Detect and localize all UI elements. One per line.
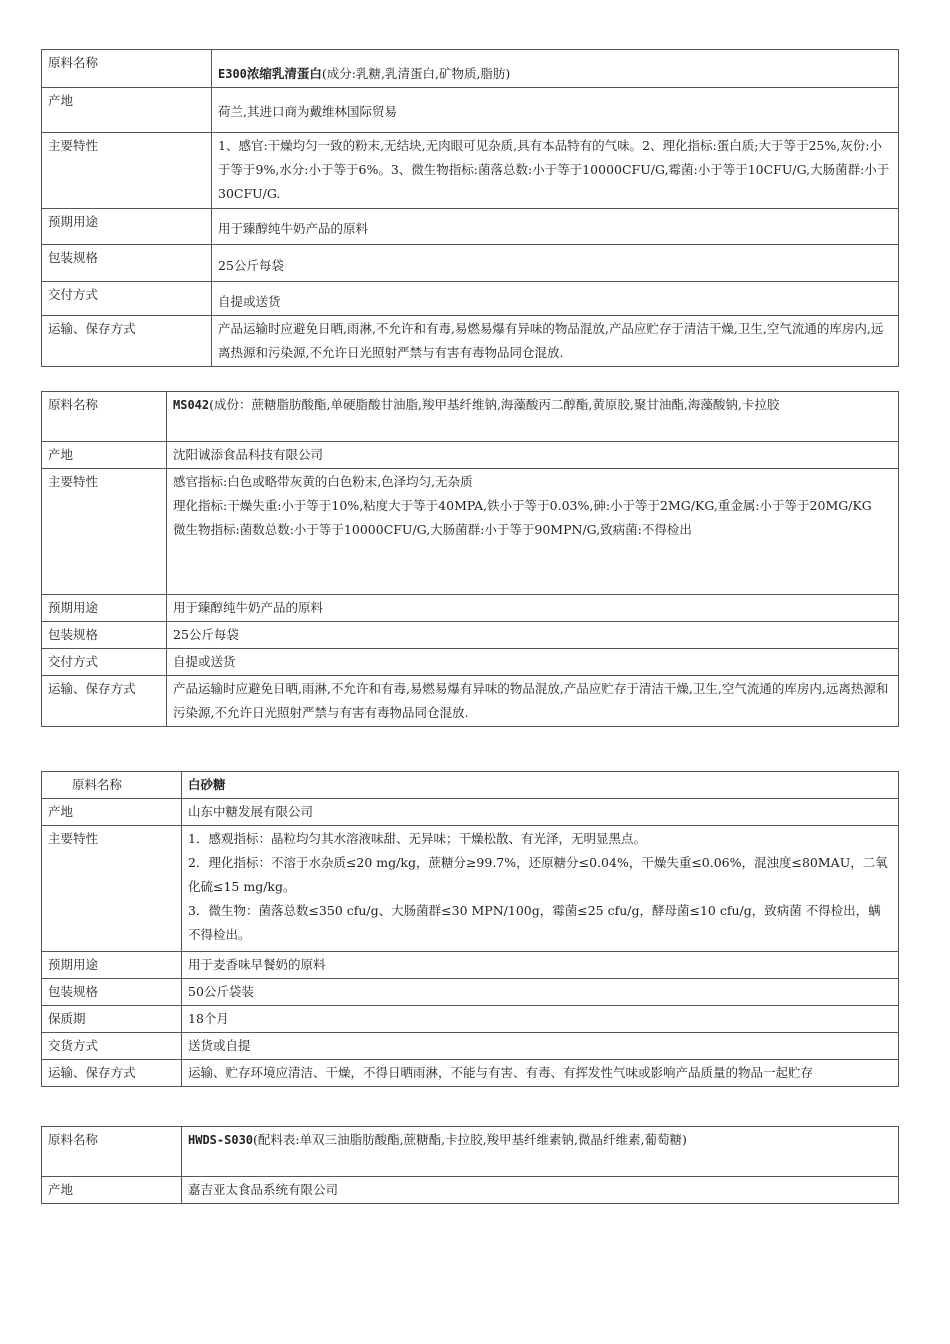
- transport-value: 产品运输时应避免日晒,雨淋,不允许和有毒,易燃易爆有异味的物品混放,产品应贮存于清洁干燥,卫生,空气流通的库房内,远离热源和污染源,不允许日光照射严禁与有害有毒物品同仓混放.: [212, 316, 899, 367]
- table-row: [42, 952, 899, 979]
- row-label: 交货方式: [42, 1033, 182, 1060]
- row-label: 原料名称: [42, 772, 182, 799]
- table-row: [42, 1060, 899, 1087]
- table-row: [42, 316, 899, 367]
- table-row: [42, 133, 899, 209]
- row-label: 交付方式: [42, 649, 167, 676]
- props-micro: 微生物指标:菌数总数:小于等于10000CFU/G,大肠菌群:小于等于90MPN/G,致病菌:不得检出: [173, 522, 692, 537]
- row-label: 原料名称: [42, 50, 212, 88]
- row-label: 包装规格: [42, 979, 182, 1006]
- props-micro: 3．微生物：菌落总数≤350 cfu/g、大肠菌群≤30 MPN/100g，霉菌≤25 cfu/g，酵母菌≤10 cfu/g，致病菌 不得检出，螨 不得检出。: [188, 903, 881, 942]
- use-value: 用于臻醇纯牛奶产品的原料: [212, 209, 899, 245]
- spec-table-1: [41, 49, 899, 367]
- material-name: [182, 1127, 899, 1177]
- origin-value: 荷兰,其进口商为戴维林国际贸易: [212, 88, 899, 133]
- table-row: [42, 595, 899, 622]
- row-label: 产地: [42, 1177, 182, 1204]
- row-label: 包装规格: [42, 245, 212, 282]
- table-row: [42, 1006, 899, 1033]
- use-value: 用于臻醇纯牛奶产品的原料: [167, 595, 899, 622]
- delivery-value: 送货或自提: [182, 1033, 899, 1060]
- table-row: [42, 1033, 899, 1060]
- origin-value: 沈阳诚添食品科技有限公司: [167, 442, 899, 469]
- table-row: [42, 442, 899, 469]
- table-row: [42, 799, 899, 826]
- row-label: 预期用途: [42, 209, 212, 245]
- table-row: [42, 1127, 899, 1177]
- row-label: 原料名称: [42, 392, 167, 442]
- spec-table-3: [41, 771, 899, 1087]
- props-value: 1、感官:干燥均匀一致的粉末,无结块,无肉眼可见杂质,具有本品特有的气味。2、理化指标:蛋白质;大于等于25%,灰份:小于等于9%,水分:小于等于6%。3、微生物指标:菌落总数:小于等于10000CFU/G,霉菌:小于等于10CFU/G,大肠菌群:小于30CFU/G.: [212, 133, 899, 209]
- row-label: 产地: [42, 88, 212, 133]
- origin-value: 嘉吉亚太食品系统有限公司: [182, 1177, 899, 1204]
- row-label: 原料名称: [42, 1127, 182, 1177]
- row-label: 交付方式: [42, 282, 212, 316]
- transport-value: 产品运输时应避免日晒,雨淋,不允许和有毒,易燃易爆有异味的物品混放,产品应贮存于清洁干燥,卫生,空气流通的库房内,远离热源和污染源,不允许日光照射严禁与有害有毒物品同仓混放.: [167, 676, 899, 727]
- row-label: 预期用途: [42, 952, 182, 979]
- pack-value: 25公斤每袋: [167, 622, 899, 649]
- table-row: [42, 649, 899, 676]
- row-label: 保质期: [42, 1006, 182, 1033]
- row-label: 产地: [42, 442, 167, 469]
- material-composition: (配料表:单双三油脂肪酸酯,蔗糖酯,卡拉胶,羧甲基纤维素钠,微晶纤维素,葡萄糖): [253, 1132, 687, 1147]
- material-name: [167, 392, 899, 442]
- use-value: 用于麦香味早餐奶的原料: [182, 952, 899, 979]
- table-row: [42, 622, 899, 649]
- shelf-life-value: 18个月: [182, 1006, 899, 1033]
- props-sensory: 感官指标:白色或略带灰黄的白色粉末,色泽均匀,无杂质: [173, 474, 473, 489]
- props-physchem: 2．理化指标：不溶于水杂质≤20 mg/kg，蔗糖分≥99.7%，还原糖分≤0.04%，干燥失重≤0.06%，混浊度≤80MAU，二氧化硫≤15 mg/kg。: [188, 855, 888, 894]
- table-row: [42, 392, 899, 442]
- material-name: 白砂糖: [182, 772, 899, 799]
- row-label: 预期用途: [42, 595, 167, 622]
- table-row: [42, 209, 899, 245]
- delivery-value: 自提或送货: [212, 282, 899, 316]
- spec-table-4: [41, 1126, 899, 1204]
- pack-value: 50公斤袋装: [182, 979, 899, 1006]
- material-composition: (成份：蔗糖脂肪酸酯,单硬脂酸甘油脂,羧甲基纤维钠,海藻酸丙二醇酯,黄原胶,聚甘油酯,海藻酸钠,卡拉胶: [209, 397, 780, 412]
- row-label: 运输、保存方式: [42, 676, 167, 727]
- props-physchem: 理化指标:干燥失重:小于等于10%,粘度大于等于40MPA,铁小于等于0.03%,砷:小于等于2MG/KG,重金属:小于等于20MG/KG: [173, 498, 872, 513]
- row-label: 主要特性: [42, 133, 212, 209]
- row-label: 运输、保存方式: [42, 1060, 182, 1087]
- delivery-value: 自提或送货: [167, 649, 899, 676]
- material-main-name: 浓缩乳清蛋白: [246, 66, 322, 81]
- row-label: 主要特性: [42, 469, 167, 595]
- props-value: [182, 826, 899, 952]
- table-row: [42, 979, 899, 1006]
- props-value: [167, 469, 899, 595]
- material-composition: (成分:乳糖,乳清蛋白,矿物质,脂肪): [321, 66, 511, 81]
- table-row: [42, 772, 899, 799]
- row-label: 产地: [42, 799, 182, 826]
- material-code: MS042: [173, 398, 210, 412]
- props-sensory: 1．感观指标：晶粒均匀其水溶液味甜、无异味；干燥松散、有光泽，无明显黑点。: [188, 831, 646, 846]
- table-row: [42, 826, 899, 952]
- row-label: 主要特性: [42, 826, 182, 952]
- material-code: HWDS-S030: [188, 1133, 254, 1147]
- origin-value: 山东中糖发展有限公司: [182, 799, 899, 826]
- table-row: [42, 1177, 899, 1204]
- row-label: 包装规格: [42, 622, 167, 649]
- table-row: [42, 676, 899, 727]
- material-code: E300: [218, 67, 247, 81]
- pack-value: 25公斤每袋: [212, 245, 899, 282]
- table-row: [42, 282, 899, 316]
- table-row: [42, 88, 899, 133]
- table-row: [42, 50, 899, 88]
- table-row: [42, 245, 899, 282]
- table-row: [42, 469, 899, 595]
- row-label: 运输、保存方式: [42, 316, 212, 367]
- material-name: [212, 50, 899, 88]
- spec-table-2: [41, 391, 899, 727]
- transport-value: 运输、贮存环境应清洁、干燥，不得日晒雨淋，不能与有害、有毒、有挥发性气味或影响产品质量的物品一起贮存: [182, 1060, 899, 1087]
